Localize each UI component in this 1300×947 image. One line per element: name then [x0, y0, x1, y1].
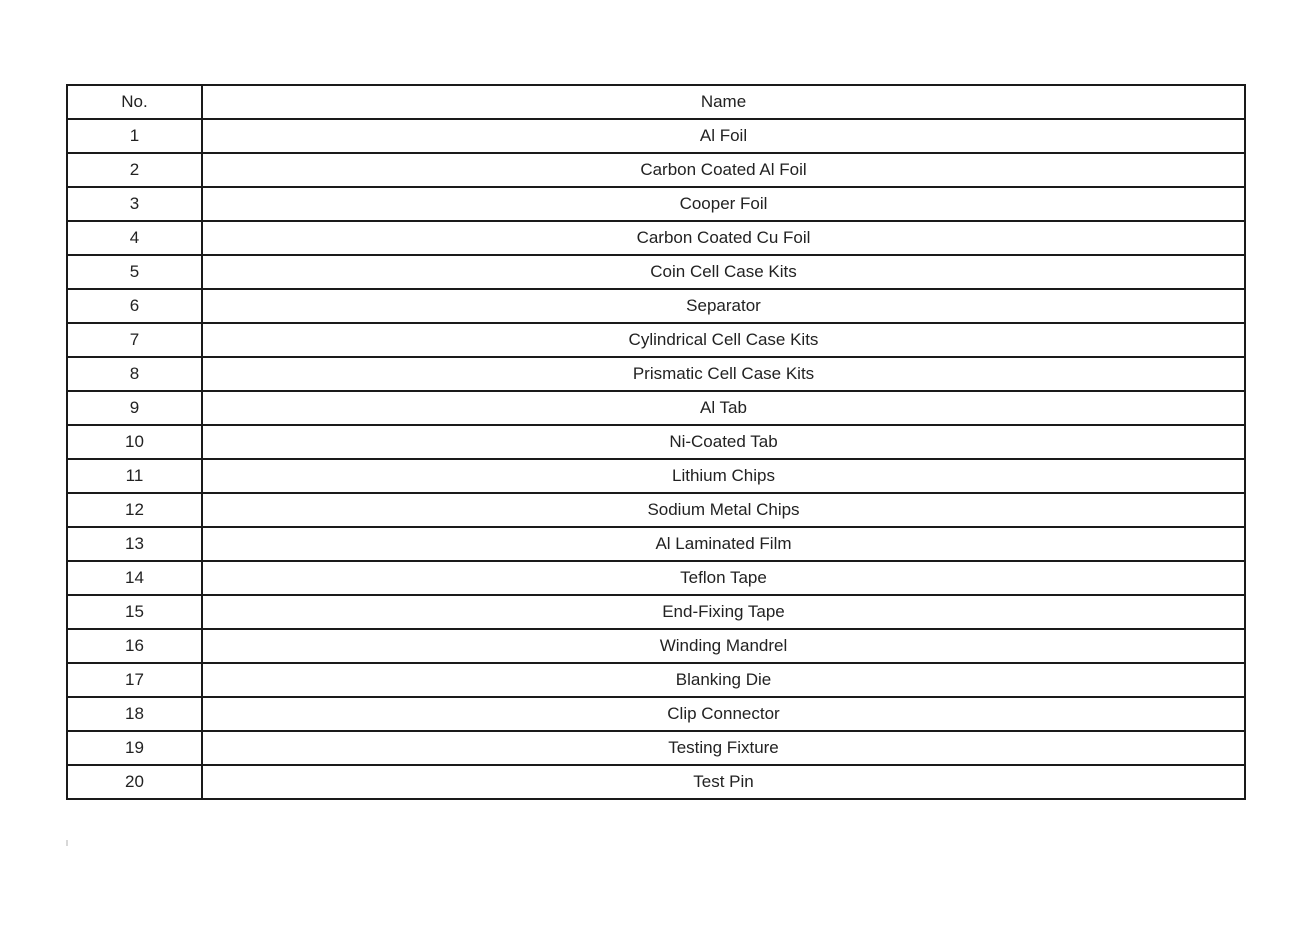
- row-number-cell: 19: [67, 731, 202, 765]
- item-name-cell: Sodium Metal Chips: [202, 493, 1245, 527]
- item-name-cell: Testing Fixture: [202, 731, 1245, 765]
- row-number-cell: 5: [67, 255, 202, 289]
- item-name-cell: End-Fixing Tape: [202, 595, 1245, 629]
- item-name-cell: Lithium Chips: [202, 459, 1245, 493]
- item-name-cell: Carbon Coated Cu Foil: [202, 221, 1245, 255]
- table-row: [67, 697, 1245, 731]
- table-row: [67, 731, 1245, 765]
- item-name-cell: Carbon Coated Al Foil: [202, 153, 1245, 187]
- row-number-cell: 16: [67, 629, 202, 663]
- table-row: [67, 629, 1245, 663]
- item-name-cell: Clip Connector: [202, 697, 1245, 731]
- item-name-cell: Al Foil: [202, 119, 1245, 153]
- item-name-cell: Teflon Tape: [202, 561, 1245, 595]
- row-number-cell: 18: [67, 697, 202, 731]
- row-number-cell: 6: [67, 289, 202, 323]
- item-name-cell: Test Pin: [202, 765, 1245, 799]
- table-row: [67, 323, 1245, 357]
- table-body: [67, 119, 1245, 799]
- row-number-cell: 2: [67, 153, 202, 187]
- item-name-cell: Coin Cell Case Kits: [202, 255, 1245, 289]
- item-name-cell: Cylindrical Cell Case Kits: [202, 323, 1245, 357]
- item-name-cell: Prismatic Cell Case Kits: [202, 357, 1245, 391]
- item-name-cell: Al Tab: [202, 391, 1245, 425]
- row-number-cell: 14: [67, 561, 202, 595]
- row-number-cell: 4: [67, 221, 202, 255]
- item-name-cell: Separator: [202, 289, 1245, 323]
- row-number-cell: 8: [67, 357, 202, 391]
- table-row: [67, 527, 1245, 561]
- row-number-cell: 1: [67, 119, 202, 153]
- table-row: [67, 595, 1245, 629]
- column-header-no: No.: [67, 85, 202, 119]
- table-row: [67, 119, 1245, 153]
- table-header: [67, 85, 1245, 119]
- table-row: [67, 663, 1245, 697]
- item-name-cell: Ni-Coated Tab: [202, 425, 1245, 459]
- table-row: [67, 391, 1245, 425]
- item-name-cell: Winding Mandrel: [202, 629, 1245, 663]
- row-number-cell: 15: [67, 595, 202, 629]
- table-row: [67, 289, 1245, 323]
- table-row: [67, 561, 1245, 595]
- row-number-cell: 20: [67, 765, 202, 799]
- row-number-cell: 13: [67, 527, 202, 561]
- items-table: [66, 84, 1246, 800]
- row-number-cell: 12: [67, 493, 202, 527]
- table-row: [67, 357, 1245, 391]
- item-name-cell: Cooper Foil: [202, 187, 1245, 221]
- table-row: [67, 425, 1245, 459]
- row-number-cell: 7: [67, 323, 202, 357]
- table-row: [67, 187, 1245, 221]
- header-row: [67, 85, 1245, 119]
- row-number-cell: 11: [67, 459, 202, 493]
- table-row: [67, 153, 1245, 187]
- item-name-cell: Al Laminated Film: [202, 527, 1245, 561]
- table-row: [67, 765, 1245, 799]
- row-number-cell: 17: [67, 663, 202, 697]
- column-header-name: Name: [202, 85, 1245, 119]
- table-row: [67, 255, 1245, 289]
- table-row: [67, 459, 1245, 493]
- table-row: [67, 493, 1245, 527]
- row-number-cell: 10: [67, 425, 202, 459]
- item-name-cell: Blanking Die: [202, 663, 1245, 697]
- table-row: [67, 221, 1245, 255]
- page-edge-mark: [66, 840, 68, 846]
- row-number-cell: 9: [67, 391, 202, 425]
- row-number-cell: 3: [67, 187, 202, 221]
